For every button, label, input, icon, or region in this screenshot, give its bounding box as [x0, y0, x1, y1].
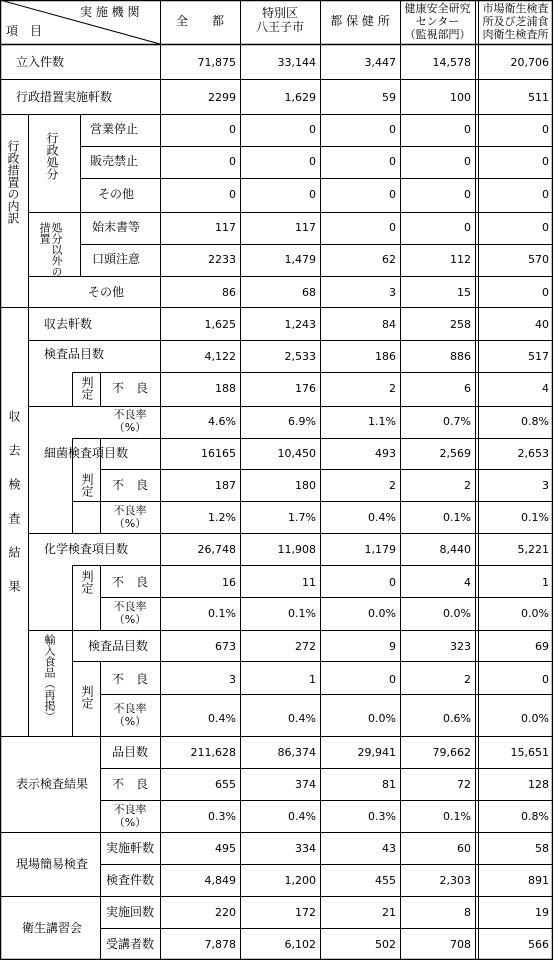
cell: 0.3% [208, 810, 236, 823]
row-label: その他 [88, 285, 125, 299]
cell: 0 [389, 123, 396, 136]
cell: 0.6% [443, 712, 471, 725]
cell: 71,875 [197, 56, 236, 69]
cell: 2 [389, 479, 396, 492]
cell: 10,450 [277, 447, 316, 460]
cell: 3,447 [364, 56, 396, 69]
cell: 2 [389, 382, 396, 395]
row-label: 実施軒数 [106, 841, 155, 855]
cell: 511 [528, 91, 549, 104]
cell: 14,578 [432, 56, 471, 69]
cell: 112 [450, 253, 471, 266]
row-label-inspections: 立入件数 [16, 55, 65, 69]
cell: 220 [215, 906, 236, 919]
cell: 0 [542, 123, 549, 136]
cell: 5,221 [517, 543, 549, 556]
cell: 4 [464, 576, 471, 589]
cell: 3 [542, 479, 549, 492]
cell: 11,908 [277, 543, 316, 556]
header-col-market-lab: 市場衛生検査 所及び芝浦食 肉衛生検査所 [482, 2, 549, 41]
row-label-admin-actions: 行政措置実施軒数 [16, 90, 113, 104]
header-col-research-center: 健康安全研究 センター （監視部門） [404, 2, 471, 41]
cell: 0.0% [521, 607, 549, 620]
cell: 6 [464, 382, 471, 395]
row-label: 検査品目数 [88, 639, 149, 653]
row-label: 不良率 （%） [113, 408, 147, 434]
cell: 2 [464, 479, 471, 492]
cell: 0 [389, 673, 396, 686]
cell: 180 [295, 479, 316, 492]
cell: 29,941 [357, 746, 396, 759]
cell: 0 [464, 123, 471, 136]
cell: 0.3% [368, 810, 396, 823]
cell: 2299 [208, 91, 236, 104]
cell: 8,440 [439, 543, 471, 556]
cell: 19 [535, 906, 549, 919]
row-label: 口頭注意 [92, 252, 141, 266]
cell: 33,144 [277, 56, 316, 69]
cell: 58 [535, 842, 549, 855]
cell: 1 [309, 673, 316, 686]
row-label: 収去軒数 [44, 317, 93, 331]
cell: 211,628 [190, 746, 236, 759]
cell: 79,662 [432, 746, 471, 759]
cell: 117 [295, 221, 316, 234]
cell: 1,479 [284, 253, 316, 266]
row-label: 受講者数 [106, 937, 155, 951]
row-label: 営業停止 [90, 122, 139, 136]
cell: 2,533 [284, 350, 316, 363]
subgroup-imported-food: 輸入食品（再掲） [43, 634, 56, 722]
header-item: 項 目 [6, 24, 43, 38]
row-label: 販売禁止 [90, 154, 139, 168]
cell: 188 [215, 382, 236, 395]
cell: 1,200 [284, 874, 316, 887]
cell: 334 [295, 842, 316, 855]
cell: 2 [464, 673, 471, 686]
cell: 1,179 [364, 543, 396, 556]
cell: 0.4% [288, 810, 316, 823]
cell: 0.0% [521, 712, 549, 725]
row-label: 細菌検査項目数 [44, 446, 129, 460]
subgroup-admin-disposal: 行政処分 [45, 132, 59, 180]
cell: 26,748 [197, 543, 236, 556]
cell: 9 [389, 640, 396, 653]
cell: 0 [229, 188, 236, 201]
header-agency: 実 施 機 関 [80, 5, 140, 19]
cell: 0 [389, 576, 396, 589]
cell: 1,243 [284, 318, 316, 331]
cell: 0 [389, 188, 396, 201]
cell: 272 [295, 640, 316, 653]
cell: 1.2% [208, 511, 236, 524]
group-sample-results: 収去検査結果 [7, 410, 21, 614]
row-label: 検査品目数 [44, 347, 105, 361]
cell: 117 [215, 221, 236, 234]
cell: 21 [382, 906, 396, 919]
cell: 128 [528, 778, 549, 791]
cell: 1.7% [288, 511, 316, 524]
cell: 20,706 [510, 56, 549, 69]
cell: 455 [375, 874, 396, 887]
row-label: 始末書等 [92, 220, 141, 234]
row-label: 不良率 （%） [113, 504, 147, 530]
cell: 40 [535, 318, 549, 331]
cell: 0.1% [288, 607, 316, 620]
cell: 2,653 [517, 447, 549, 460]
cell: 0.1% [208, 607, 236, 620]
row-label: 不 良 [112, 575, 149, 589]
cell: 0.4% [288, 712, 316, 725]
cell: 6,102 [284, 938, 316, 951]
cell: 1,629 [284, 91, 316, 104]
cell: 43 [382, 842, 396, 855]
cell: 84 [382, 318, 396, 331]
cell: 100 [450, 91, 471, 104]
cell: 7,878 [204, 938, 236, 951]
cell: 0.0% [368, 712, 396, 725]
cell: 886 [450, 350, 471, 363]
cell: 0 [542, 155, 549, 168]
cell: 0 [464, 221, 471, 234]
cell: 495 [215, 842, 236, 855]
cell: 15,651 [510, 746, 549, 759]
cell: 0 [309, 188, 316, 201]
cell: 0.4% [208, 712, 236, 725]
cell: 258 [450, 318, 471, 331]
row-label: 品目数 [112, 745, 149, 759]
cell: 172 [295, 906, 316, 919]
group-label-hygiene-seminar: 衛生講習会 [22, 921, 83, 935]
cell: 4,849 [204, 874, 236, 887]
cell: 673 [215, 640, 236, 653]
cell: 0.0% [368, 607, 396, 620]
cell: 0.1% [521, 511, 549, 524]
row-label: 化学検査項目数 [44, 542, 129, 556]
row-label: 不 良 [112, 381, 149, 395]
row-label: 不 良 [112, 672, 149, 686]
cell: 655 [215, 778, 236, 791]
group-label-display: 表示検査結果 [16, 777, 89, 791]
judge-label: 判定 [80, 570, 94, 594]
cell: 59 [382, 91, 396, 104]
cell: 1.1% [368, 415, 396, 428]
row-label: 不 良 [112, 777, 149, 791]
cell: 374 [295, 778, 316, 791]
cell: 6.9% [288, 415, 316, 428]
cell: 69 [535, 640, 549, 653]
header-col-health-center: 都 保 健 所 [330, 14, 390, 28]
cell: 0 [389, 155, 396, 168]
cell: 68 [302, 286, 316, 299]
group-admin-breakdown: 行政措置の内訳 [6, 140, 20, 224]
subgroup-non-disposal: 処分以外の措置 [38, 222, 63, 277]
cell: 0 [464, 188, 471, 201]
judge-label: 判定 [80, 685, 94, 709]
cell: 502 [375, 938, 396, 951]
row-label: 不良率 （%） [113, 803, 147, 829]
cell: 186 [375, 350, 396, 363]
cell: 2233 [208, 253, 236, 266]
cell: 0 [464, 155, 471, 168]
cell: 0 [542, 673, 549, 686]
cell: 1 [542, 576, 549, 589]
row-label: 検査件数 [106, 873, 155, 887]
cell: 0.8% [521, 810, 549, 823]
group-label-field-test: 現場簡易検査 [16, 857, 89, 871]
cell: 4,122 [204, 350, 236, 363]
cell: 86,374 [277, 746, 316, 759]
cell: 1,625 [204, 318, 236, 331]
cell: 517 [528, 350, 549, 363]
cell: 2,569 [439, 447, 471, 460]
cell: 891 [528, 874, 549, 887]
cell: 4.6% [208, 415, 236, 428]
row-label: 不 良 [112, 478, 149, 492]
cell: 0.0% [443, 607, 471, 620]
judge-label: 判定 [80, 376, 94, 400]
cell: 60 [457, 842, 471, 855]
cell: 176 [295, 382, 316, 395]
cell: 3 [389, 286, 396, 299]
cell: 708 [450, 938, 471, 951]
row-label: 不良率 （%） [113, 702, 147, 728]
cell: 16165 [201, 447, 236, 460]
cell: 0 [309, 155, 316, 168]
cell: 0 [542, 286, 549, 299]
cell: 15 [457, 286, 471, 299]
header-col-ward: 特別区 八王子市 [255, 6, 304, 34]
cell: 570 [528, 253, 549, 266]
cell: 2,303 [439, 874, 471, 887]
header-col-all: 全 都 [175, 14, 224, 28]
cell: 4 [542, 382, 549, 395]
cell: 3 [229, 673, 236, 686]
row-label: 不良率 （%） [113, 600, 147, 626]
cell: 62 [382, 253, 396, 266]
cell: 0 [309, 123, 316, 136]
cell: 72 [457, 778, 471, 791]
cell: 0 [229, 123, 236, 136]
cell: 0.1% [443, 810, 471, 823]
cell: 187 [215, 479, 236, 492]
cell: 86 [222, 286, 236, 299]
cell: 0.8% [521, 415, 549, 428]
cell: 493 [375, 447, 396, 460]
cell: 0 [389, 221, 396, 234]
row-label: その他 [98, 187, 135, 201]
cell: 566 [528, 938, 549, 951]
cell: 11 [302, 576, 316, 589]
cell: 0 [229, 155, 236, 168]
row-label: 実施回数 [106, 905, 155, 919]
cell: 323 [450, 640, 471, 653]
cell: 0.7% [443, 415, 471, 428]
judge-label: 判定 [80, 473, 94, 497]
cell: 0 [542, 188, 549, 201]
cell: 16 [222, 576, 236, 589]
cell: 0.1% [443, 511, 471, 524]
cell: 0.4% [368, 511, 396, 524]
cell: 8 [464, 906, 471, 919]
cell: 0 [542, 221, 549, 234]
cell: 81 [382, 778, 396, 791]
